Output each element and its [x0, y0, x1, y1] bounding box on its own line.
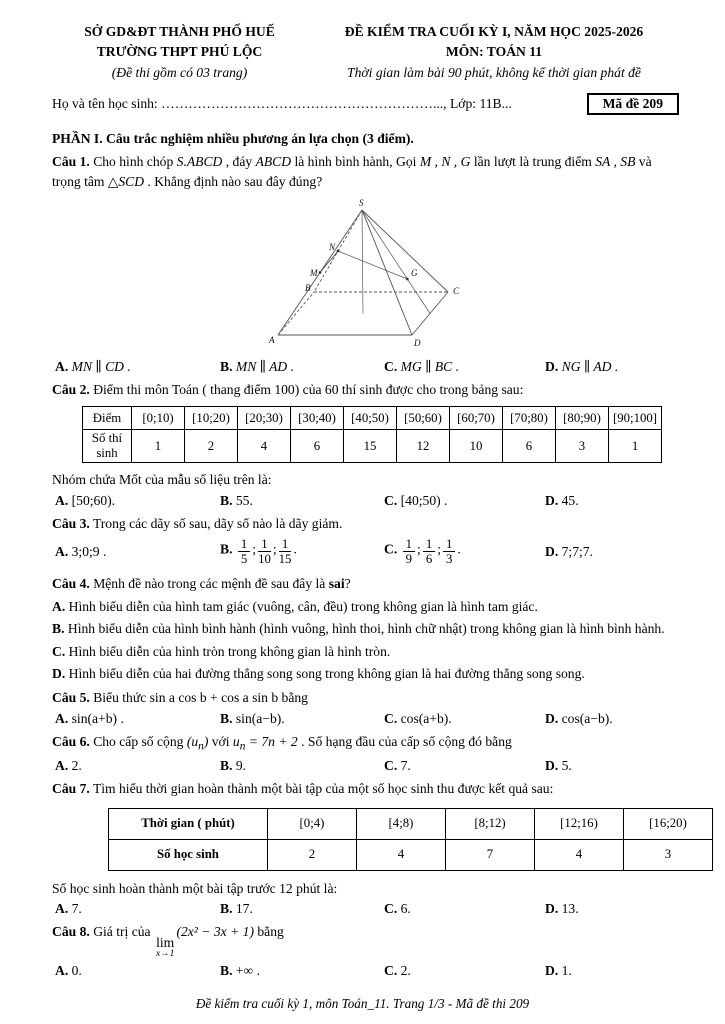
question-7: Câu 7. Tìm hiểu thời gian hoàn thành một bài tập của một số học sinh thu được kết quả sau:	[52, 781, 554, 797]
q2-count: 4	[238, 430, 291, 463]
q2-option-d: D. 45.	[545, 492, 579, 508]
q7-option-c: C. 6.	[384, 901, 411, 917]
q7-option-a: A. 7.	[55, 901, 82, 917]
q2-count: 1	[132, 430, 185, 463]
q5-options	[52, 711, 681, 727]
q7-count: 4	[357, 839, 446, 870]
q2-interval: [0;10)	[132, 407, 185, 430]
q7-option-b: B. 17.	[220, 901, 253, 917]
q2-interval: [10;20)	[185, 407, 238, 430]
table-row	[109, 808, 713, 839]
fraction: $\frac{1}{9}$	[403, 537, 415, 567]
q7-interval: [8;12)	[446, 808, 535, 839]
question-8: Câu 8. Giá trị của lim x→1 (2x² − 3x + 1) bằng	[52, 924, 284, 960]
header	[52, 22, 681, 83]
q7-count: 4	[535, 839, 624, 870]
q4-option-b: B. Hình biểu diễn của hình bình hành (hình vuông, hình thoi, hình chữ nhật) trong không gian là hình bình hành.	[52, 621, 665, 637]
figure-label-c: C	[452, 285, 459, 296]
q2-interval: [70;80)	[503, 407, 556, 430]
q7-interval: [4;8)	[357, 808, 446, 839]
q2-count: 1	[609, 430, 662, 463]
q2-option-a: A. [50;60).	[55, 492, 116, 508]
q2-count: 6	[503, 430, 556, 463]
question-6: Câu 6. Cho cấp số cộng $(u_n)$ với $u_n = 7n + 2$ . Số hạng đầu của cấp số cộng đó bằng	[52, 733, 512, 753]
figure-label-b: B	[304, 282, 310, 293]
q7-options	[52, 901, 681, 917]
figure-label-g: G	[410, 267, 417, 278]
subject-title: MÔN: TOÁN 11	[445, 44, 543, 60]
figure-label-s: S	[358, 197, 363, 208]
q7-frequency-table	[108, 808, 713, 871]
fraction: $\frac{1}{5}$	[238, 537, 250, 567]
question-1-label: Câu 1.	[52, 154, 90, 170]
exam-code-box: Mã đề 209	[587, 93, 679, 115]
q1-option-b: B. MN ∥ AD .	[220, 358, 295, 374]
pyramid-svg	[262, 196, 472, 356]
figure-label-m: M	[309, 267, 317, 278]
fraction: $\frac{1}{10}$	[258, 536, 271, 567]
q1-math: S.ABCD	[176, 154, 223, 170]
q3-option-a: A. 3;0;9 .	[55, 543, 107, 559]
q4-option-a: A. Hình biểu diễn của hình tam giác (vuông, cân, đều) trong không gian là hình tam giác.	[52, 599, 538, 615]
q2-row2-label: Số thí sinh	[83, 430, 132, 463]
q8-option-a: A. 0.	[55, 962, 82, 978]
q2-count: 10	[450, 430, 503, 463]
q5-expression: sin a cos b + cos a sin b	[149, 690, 279, 706]
fraction: $\frac{1}{6}$	[423, 537, 435, 567]
q2-interval: [90;100]	[609, 407, 662, 430]
q8-option-d: D. 1.	[545, 962, 572, 978]
q1-option-a: A. MN ∥ CD .	[55, 358, 131, 374]
q2-interval: [30;40)	[291, 407, 344, 430]
q7-count: 3	[624, 839, 713, 870]
q7-count: 7	[446, 839, 535, 870]
q2-count: 15	[344, 430, 397, 463]
question-4: Câu 4. Mệnh đề nào trong các mệnh đề sau đây là sai?	[52, 576, 351, 592]
table-row	[83, 407, 662, 430]
q2-interval: [60;70)	[450, 407, 503, 430]
q7-interval: [12;16)	[535, 808, 624, 839]
q6-sequence: $(u_n)$	[186, 733, 209, 753]
figure-label-d: D	[413, 337, 420, 348]
q2-count: 2	[185, 430, 238, 463]
question-1: Câu 1. Cho hình chóp S.ABCD , đáy ABCD là hình bình hành, Gọi M , N , G lần lượt là trung điểm SA , SB và trọng tâm △SCD . Khẳng định nào sau đây đúng?	[52, 154, 652, 189]
q5-option-a: A. sin(a+b) .	[55, 710, 124, 726]
part1-title: PHẦN I. Câu trắc nghiệm nhiều phương án lựa chọn (3 điểm).	[52, 131, 414, 147]
page-footer: Đề kiểm tra cuối kỳ 1, môn Toán_11. Trang 1/3 - Mã đề thi 209	[195, 996, 530, 1011]
q2-count: 3	[556, 430, 609, 463]
q2-ask: Nhóm chứa Mốt của mẫu số liệu trên là:	[52, 472, 272, 488]
q2-interval: [40;50)	[344, 407, 397, 430]
student-row	[52, 93, 681, 115]
q6-option-d: D. 5.	[545, 758, 572, 774]
q6-option-c: C. 7.	[384, 758, 411, 774]
q2-interval: [50;60)	[397, 407, 450, 430]
q7-option-d: D. 13.	[545, 901, 579, 917]
q2-interval: [20;30)	[238, 407, 291, 430]
figure-label-a: A	[268, 334, 274, 345]
q7-row1-label: Thời gian ( phút)	[109, 808, 268, 839]
pages-note: (Đề thi gồm có 03 trang)	[111, 64, 248, 80]
header-right	[307, 22, 681, 83]
question-5: Câu 5. Biểu thức sin a cos b + cos a sin b bằng	[52, 690, 308, 706]
q6-options	[52, 758, 681, 774]
question-2: Câu 2. Điểm thi môn Toán ( thang điểm 100) của 60 thí sinh được cho trong bảng sau:	[52, 381, 524, 397]
q6-option-b: B. 9.	[220, 758, 247, 774]
school-name: TRƯỜNG THPT PHÚ LỘC	[96, 44, 263, 60]
q8-option-b: B. +∞ .	[220, 962, 261, 978]
fraction: $\frac{1}{3}$	[443, 537, 455, 567]
q2-options	[52, 493, 681, 509]
q2-frequency-table	[82, 406, 662, 463]
q4-option-c: C. Hình biểu diễn của hình tròn trong không gian là hình tròn.	[52, 643, 391, 659]
q2-interval: [80;90)	[556, 407, 609, 430]
q6-option-a: A. 2.	[55, 758, 82, 774]
q1-option-c: C. MG ∥ BC .	[384, 358, 460, 374]
q1-text: Cho hình chóp	[93, 154, 177, 170]
q7-count: 2	[268, 839, 357, 870]
q4-sai-bold: sai	[328, 576, 345, 592]
q5-option-c: C. cos(a+b).	[384, 710, 452, 726]
q3-option-c: C. $\frac{1}{9}$ ; $\frac{1}{6}$ ; $\frac{1}{3}$ .	[384, 536, 461, 567]
q5-option-d: D. cos(a−b).	[545, 710, 613, 726]
q7-interval: [16;20)	[624, 808, 713, 839]
exam-title: ĐỀ KIỂM TRA CUỐI KỲ I, NĂM HỌC 2025-2026	[344, 24, 644, 39]
pyramid-figure	[52, 196, 681, 356]
figure-label-n: N	[328, 241, 335, 252]
q2-count: 6	[291, 430, 344, 463]
q2-count: 12	[397, 430, 450, 463]
table-row	[83, 430, 662, 463]
q8-options	[52, 963, 681, 979]
department-name: SỞ GD&ĐT THÀNH PHỐ HUẾ	[84, 24, 275, 39]
q3-option-b: B. $\frac{1}{5}$ ; $\frac{1}{10}$ ; $\frac{1}{15}$ .	[220, 536, 297, 567]
q7-ask: Số học sinh hoàn thành một bài tập trước 12 phút là:	[52, 880, 338, 896]
student-name-line: Họ và tên học sinh: ……………………………………………………..., Lớp: 11B...	[52, 96, 512, 112]
q4-option-d: D. Hình biểu diễn của hai đường thẳng song song trong không gian là hai đường thẳng song song.	[52, 665, 585, 681]
q1-options	[52, 359, 681, 375]
q7-interval: [0;4)	[268, 808, 357, 839]
q3-options	[52, 537, 681, 567]
q8-expression: (2x² − 3x + 1)	[176, 924, 254, 940]
time-note: Thời gian làm bài 90 phút, không kể thời gian phát đề	[347, 64, 641, 80]
q1-option-d: D. NG ∥ AD .	[545, 358, 619, 374]
header-left	[52, 22, 307, 83]
q2-option-c: C. [40;50) .	[384, 492, 448, 508]
q8-option-c: C. 2.	[384, 962, 411, 978]
table-row	[109, 839, 713, 870]
limit-notation: lim x→1	[155, 934, 175, 960]
question-3: Câu 3. Trong các dãy số sau, dãy số nào là dãy giảm.	[52, 515, 343, 531]
q3-option-d: D. 7;7;7.	[545, 543, 593, 559]
q6-formula: $u_n = 7n + 2$	[232, 733, 298, 753]
q5-option-b: B. sin(a−b).	[220, 710, 285, 726]
q7-row2-label: Số học sinh	[109, 839, 268, 870]
q2-option-b: B. 55.	[220, 492, 253, 508]
q2-row1-label: Điểm	[83, 407, 132, 430]
fraction: $\frac{1}{15}$	[278, 536, 292, 567]
